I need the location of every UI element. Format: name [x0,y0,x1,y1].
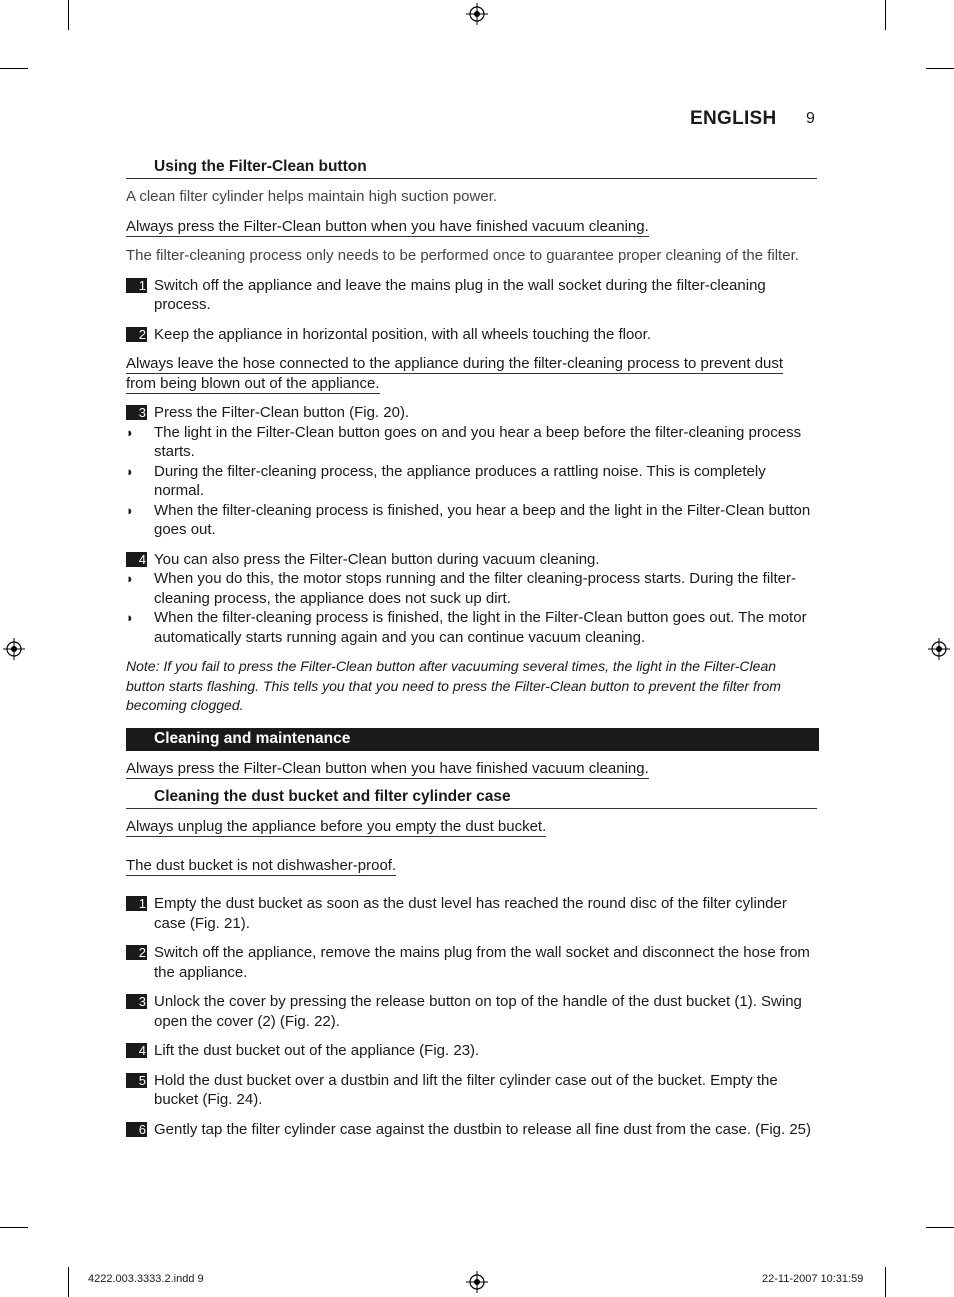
crop-mark [885,1267,886,1297]
step-text: Empty the dust bucket as soon as the dust level has reached the round disc of the filter cylinder case (Fig. 21). [154,895,787,932]
bullet-icon: ◗ [126,610,134,625]
step-number: 6 [126,1122,147,1137]
maintenance-step [126,1071,817,1110]
crosshair-circle-icon [466,3,488,25]
step-3 [126,403,817,423]
step-1 [126,276,817,315]
step-2 [126,325,817,345]
maintenance-step [126,992,817,1031]
bullet-icon: ◗ [126,424,134,440]
step-number: 3 [126,994,147,1009]
info-text: The filter-cleaning process only needs to be performed once to guarantee proper cleaning of the filter. [126,247,799,264]
bullet-text: When the filter-cleaning process is finished, the light in the Filter-Clean button goes out. The motor automatically starts running again and you can continue vacuum cleaning. [154,609,807,646]
maintenance-step [126,943,817,982]
crop-mark [0,1227,28,1228]
step-text: Keep the appliance in horizontal position, with all wheels touching the floor. [154,325,651,343]
maintenance-step [126,1120,817,1140]
crosshair-circle-icon [466,1271,488,1293]
crop-mark [885,0,886,30]
warning-text [126,759,817,779]
page-language: ENGLISH [690,108,777,129]
page-number: 9 [806,110,815,127]
crop-mark [0,68,28,69]
bullet-item [126,608,817,647]
bullet-icon: ◗ [126,463,134,479]
intro-text: A clean filter cylinder helps maintain high suction power. [126,188,498,205]
step-text: Hold the dust bucket over a dustbin and lift the filter cylinder case out of the bucket. Empty the bucket (Fig. 24). [154,1071,778,1108]
warning-text [126,354,817,393]
bullet-item [126,569,817,608]
bullet-icon: ◗ [126,571,134,586]
bullet-item [126,501,817,540]
note-text: Note: If you fail to press the Filter-Clean button after vacuuming several times, the light in the Filter-Clean button starts flashing. This tells you that you need to press the Filter-Clean button to prevent the filter from becoming clogged. [126,658,781,713]
crop-mark [926,68,954,69]
warning-text [126,217,817,237]
bullet-icon: ◗ [126,502,134,518]
section-heading-filter-clean: Using the Filter-Clean button [126,158,817,179]
crop-mark [68,0,69,30]
footer-timestamp: 22-11-2007 10:31:59 [762,1273,864,1285]
step-number: 5 [126,1073,147,1088]
warning-dishwasher: The dust bucket is not dishwasher-proof. [126,856,397,874]
step-number: 1 [126,278,147,293]
warning-text [126,856,817,876]
warning-unplug: Always unplug the appliance before you empty the dust bucket. [126,818,547,835]
bullet-text: The light in the Filter-Clean button goes on and you hear a beep before the filter-cleaning process starts. [154,423,802,460]
step-number: 4 [126,1043,147,1058]
bullet-item [126,462,817,501]
section-heading-maintenance: Cleaning and maintenance [126,728,819,751]
step-number: 1 [126,896,147,911]
warning-hose-connected: Always leave the hose connected to the appliance during the filter-cleaning process to prevent dust from being blown out of the appliance. [126,355,784,392]
crop-mark [926,1227,954,1228]
bullet-text: During the filter-cleaning process, the appliance produces a rattling noise. This is completely normal. [154,462,766,499]
step-number: 4 [126,552,147,567]
step-text: Lift the dust bucket out of the appliance (Fig. 23). [154,1042,480,1059]
step-text: You can also press the Filter-Clean button during vacuum cleaning. [154,550,600,568]
step-number: 3 [126,405,147,420]
crosshair-circle-icon [928,638,950,660]
subsection-heading-dust-bucket: Cleaning the dust bucket and filter cylinder case [126,788,817,809]
warning-text [126,817,817,837]
crosshair-circle-icon [3,638,25,660]
bullet-item [126,423,817,462]
page-content [126,158,817,1149]
step-number: 2 [126,327,147,342]
step-4 [126,550,817,570]
step-text: Gently tap the filter cylinder case against the dustbin to release all fine dust from the case. (Fig. 25) [154,1120,812,1138]
footer-filename: 4222.003.3333.2.indd 9 [88,1273,204,1285]
warning-finish-cleaning: Always press the Filter-Clean button when you have finished vacuum cleaning. [126,759,649,777]
step-text: Switch off the appliance and leave the mains plug in the wall socket during the filter-cleaning process. [154,276,766,313]
bullet-text: When the filter-cleaning process is finished, you hear a beep and the light in the Filter-Clean button goes out. [154,501,811,538]
warning-finish-cleaning: Always press the Filter-Clean button when you have finished vacuum cleaning. [126,217,649,235]
maintenance-step [126,1041,817,1061]
step-text: Unlock the cover by pressing the release button on top of the handle of the dust bucket (1). Swing open the cover (2) (Fig. 22). [154,993,802,1030]
bullet-text: When you do this, the motor stops running and the filter cleaning-process starts. During the filter-cleaning process, the appliance does not suck up dirt. [154,570,796,607]
crop-mark [68,1267,69,1297]
maintenance-step [126,894,817,933]
step-number: 2 [126,945,147,960]
step-text: Press the Filter-Clean button (Fig. 20). [154,404,410,421]
step-text: Switch off the appliance, remove the mains plug from the wall socket and disconnect the hose from the appliance. [154,944,810,981]
